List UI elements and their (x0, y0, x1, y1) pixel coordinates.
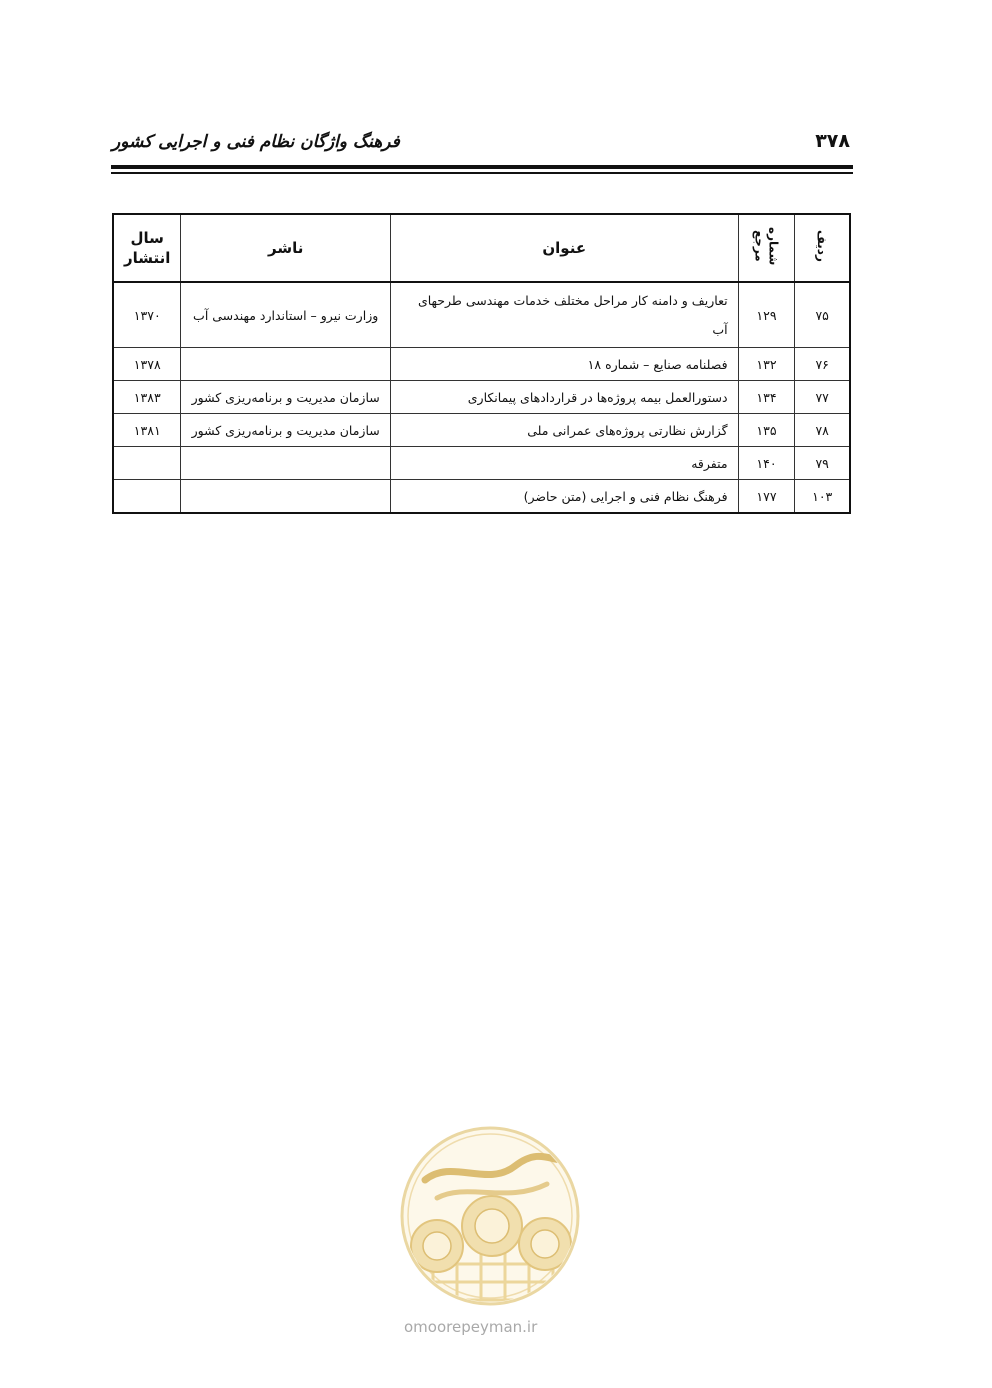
row-number: ۷۵ (795, 282, 850, 348)
header-year: سال انتشار (113, 214, 181, 282)
ref-publisher (181, 447, 390, 480)
table-row (113, 282, 850, 348)
running-title: فرهنگ واژگان نظام فنی و اجرایی کشور (112, 132, 400, 152)
table-row (113, 348, 850, 381)
page-number: ۳۷۸ (815, 130, 850, 152)
ref-title: فرهنگ نظام فنی و اجرایی (متن حاضر) (390, 480, 738, 514)
table-row (113, 414, 850, 447)
ref-number: ۱۲۹ (738, 282, 795, 348)
header-ref-number: شماره مرجع (738, 214, 795, 282)
header-row-number: ردیف (795, 214, 850, 282)
header-rule-thick (111, 165, 853, 169)
ref-publisher (181, 348, 390, 381)
ref-title: تعاریف و دامنه کار مراحل مختلف خدمات مهندسی طرحهای آب (390, 282, 738, 348)
ref-publisher: وزارت نیرو – استاندارد مهندسی آب (181, 282, 390, 348)
ref-year: ۱۳۸۳ (113, 381, 181, 414)
ref-number: ۱۳۲ (738, 348, 795, 381)
ref-number: ۱۳۴ (738, 381, 795, 414)
ref-publisher: سازمان مدیریت و برنامه‌ریزی کشور (181, 414, 390, 447)
ref-publisher (181, 480, 390, 514)
ref-title: گزارش نظارتی پروژه‌های عمرانی ملی (390, 414, 738, 447)
row-number: ۷۶ (795, 348, 850, 381)
watermark-logo (397, 1118, 583, 1314)
ref-number: ۱۳۵ (738, 414, 795, 447)
ref-number: ۱۴۰ (738, 447, 795, 480)
ref-year: ۱۳۷۸ (113, 348, 181, 381)
row-number: ۱۰۳ (795, 480, 850, 514)
table-row (113, 381, 850, 414)
ref-title: متفرقه (390, 447, 738, 480)
row-number: ۷۷ (795, 381, 850, 414)
ref-year (113, 480, 181, 514)
ref-title: فصلنامه صنایع – شماره ۱۸ (390, 348, 738, 381)
header-title: عنوان (390, 214, 738, 282)
row-number: ۷۸ (795, 414, 850, 447)
watermark-url: omoorepeyman.ir (404, 1318, 538, 1336)
references-table (112, 213, 851, 514)
ref-year: ۱۳۷۰ (113, 282, 181, 348)
ref-year: ۱۳۸۱ (113, 414, 181, 447)
ref-publisher: سازمان مدیریت و برنامه‌ریزی کشور (181, 381, 390, 414)
row-number: ۷۹ (795, 447, 850, 480)
ref-number: ۱۷۷ (738, 480, 795, 514)
header-rule-thin (111, 172, 853, 174)
ref-title: دستورالعمل بیمه پروژه‌ها در قراردادهای پیمانکاری (390, 381, 738, 414)
table-header-row (113, 214, 850, 282)
header-publisher: ناشر (181, 214, 390, 282)
table-row (113, 480, 850, 514)
table-row (113, 447, 850, 480)
ref-year (113, 447, 181, 480)
